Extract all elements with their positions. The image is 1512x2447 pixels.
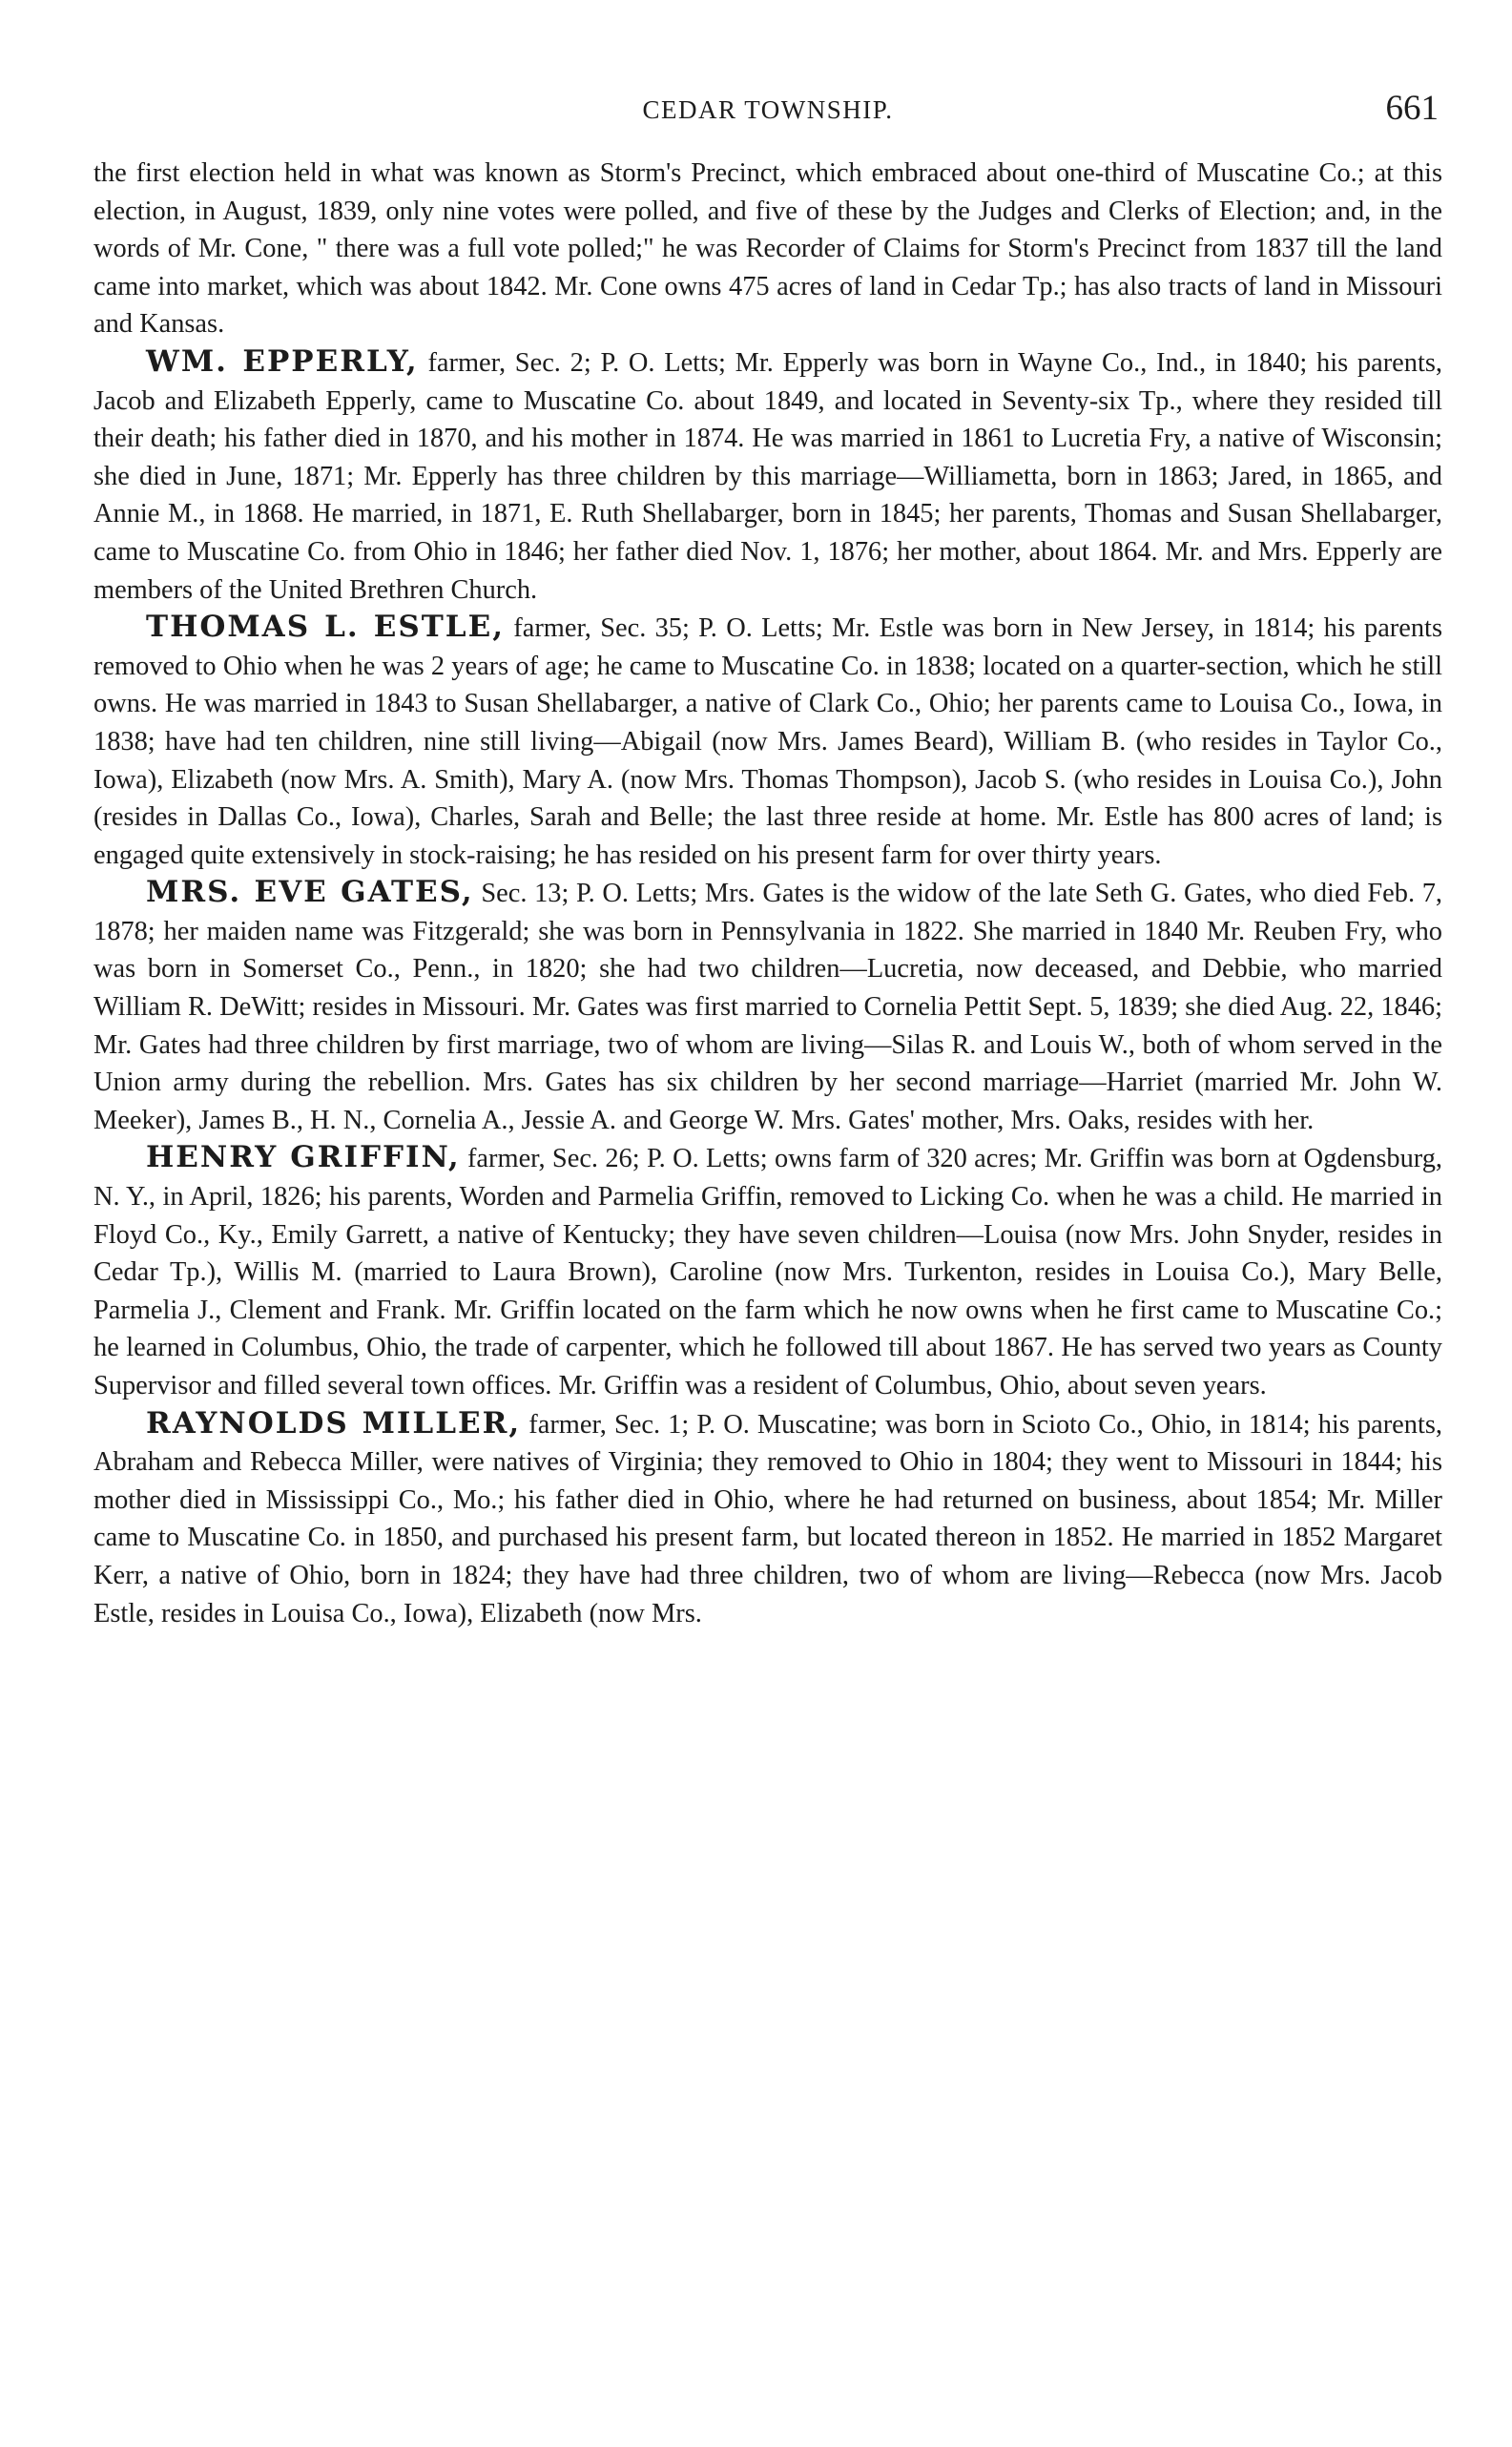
entry-text: farmer, Sec. 1; P. O. Muscatine; was born in Scioto Co., Ohio, in 1814; his parents, Abraham and Rebecca Miller, were natives of Virginia; they removed to Ohio in 1804; they went to Missouri in 1844; his mother died in Mississippi Co., Mo.; his father died in Ohio, where he had returned on business, about 1854; Mr. Miller came to Muscatine Co. in 1850, and purchased his present farm, but located thereon in 1852. He married in 1852 Margaret Kerr, a native of Ohio, born in 1824; they have had three children, two of whom are living—Rebecca (now Mrs. Jacob Estle, resides in Louisa Co., Iowa), Elizabeth (now Mrs. (93, 1409, 1442, 1628)
page-number: 661 (1385, 89, 1439, 128)
entry-miller (93, 1405, 1442, 1633)
running-header (93, 88, 1442, 134)
entry-name: RAYNOLDS MILLER, (146, 1405, 522, 1441)
running-title: CEDAR TOWNSHIP. (642, 95, 894, 124)
body-text (93, 155, 1442, 1632)
entry-gates (93, 874, 1442, 1139)
entry-estle (93, 609, 1442, 874)
entry-name: HENRY GRIFFIN, (146, 1140, 461, 1175)
entry-griffin (93, 1139, 1442, 1404)
entry-name: WM. EPPERLY, (146, 343, 419, 379)
entry-text: farmer, Sec. 2; P. O. Letts; Mr. Epperly was born in Wayne Co., Ind., in 1840; his parents, Jacob and Elizabeth Epperly, came to Muscatine Co. about 1849, and located in Seventy-six Tp., where they resided till their death; his father died in 1870, and his mother in 1874. He was married in 1861 to Lucretia Fry, a native of Wisconsin; she died in June, 1871; Mr. Epperly has three children by this marriage—Williametta, born in 1863; Jared, in 1865, and Annie M., in 1868. He married, in 1871, E. Ruth Shellabarger, born in 1845; her parents, Thomas and Susan Shellabarger, came to Muscatine Co. from Ohio in 1846; her father died Nov. 1, 1876; her mother, about 1864. Mr. and Mrs. Epperly are members of the United Brethren Church. (93, 347, 1442, 605)
intro-paragraph: the first election held in what was known as Storm's Precinct, which embraced about one-third of Muscatine Co.; at this election, in August, 1839, only nine votes were polled, and five of these by the Judges and Clerks of Election; and, in the words of Mr. Cone, " there was a full vote polled;" he was Recorder of Claims for Storm's Precinct from 1837 till the land came into market, which was about 1842. Mr. Cone owns 475 acres of land in Cedar Tp.; has also tracts of land in Missouri and Kansas. (93, 158, 1442, 340)
entry-epperly (93, 343, 1442, 609)
entry-text: farmer, Sec. 35; P. O. Letts; Mr. Estle was born in New Jersey, in 1814; his parents removed to Ohio when he was 2 years of age; he came to Muscatine Co. in 1838; located on a quarter-section, which he still owns. He was married in 1843 to Susan Shellabarger, a native of Clark Co., Ohio; her parents came to Louisa Co., Iowa, in 1838; have had ten children, nine still living—Abigail (now Mrs. James Beard), William B. (who resides in Taylor Co., Iowa), Elizabeth (now Mrs. A. Smith), Mary A. (now Mrs. Thomas Thompson), Jacob S. (who resides in Louisa Co.), John (resides in Dallas Co., Iowa), Charles, Sarah and Belle; the last three reside at home. Mr. Estle has 800 acres of land; is engaged quite extensively in stock-raising; he has resided on his present farm for over thirty years. (93, 613, 1442, 870)
entry-name: MRS. EVE GATES, (146, 875, 474, 910)
book-page (93, 88, 1442, 2377)
entry-text: Sec. 13; P. O. Letts; Mrs. Gates is the widow of the late Seth G. Gates, who died Feb. 7, 1878; her maiden name was Fitzgerald; she was born in Pennsylvania in 1822. She married in 1840 Mr. Reuben Fry, who was born in Somerset Co., Penn., in 1820; she had two children—Lucretia, now deceased, and Debbie, who married William R. DeWitt; resides in Missouri. Mr. Gates was first married to Cornelia Pettit Sept. 5, 1839; she died Aug. 22, 1846; Mr. Gates had three children by first marriage, two of whom are living—Silas R. and Louis W., both of whom served in the Union army during the rebellion. Mrs. Gates has six children by her second marriage—Harriet (married Mr. John W. Meeker), James B., H. N., Cornelia A., Jessie A. and George W. Mrs. Gates' mother, Mrs. Oaks, resides with her. (93, 879, 1442, 1135)
entry-text: farmer, Sec. 26; P. O. Letts; owns farm of 320 acres; Mr. Griffin was born at Ogdensburg, N. Y., in April, 1826; his parents, Worden and Parmelia Griffin, removed to Licking Co. when he was a child. He married in Floyd Co., Ky., Emily Garrett, a native of Kentucky; they have seven children—Louisa (now Mrs. John Snyder, resides in Cedar Tp.), Willis M. (married to Laura Brown), Caroline (now Mrs. Turkenton, resides in Louisa Co.), Mary Belle, Parmelia J., Clement and Frank. Mr. Griffin located on the farm which he now owns when he first came to Muscatine Co.; he learned in Columbus, Ohio, the trade of carpenter, which he followed till about 1867. He has served two years as County Supervisor and filled several town offices. Mr. Griffin was a resident of Columbus, Ohio, about seven years. (93, 1144, 1442, 1400)
entry-name: THOMAS L. ESTLE, (146, 610, 505, 645)
